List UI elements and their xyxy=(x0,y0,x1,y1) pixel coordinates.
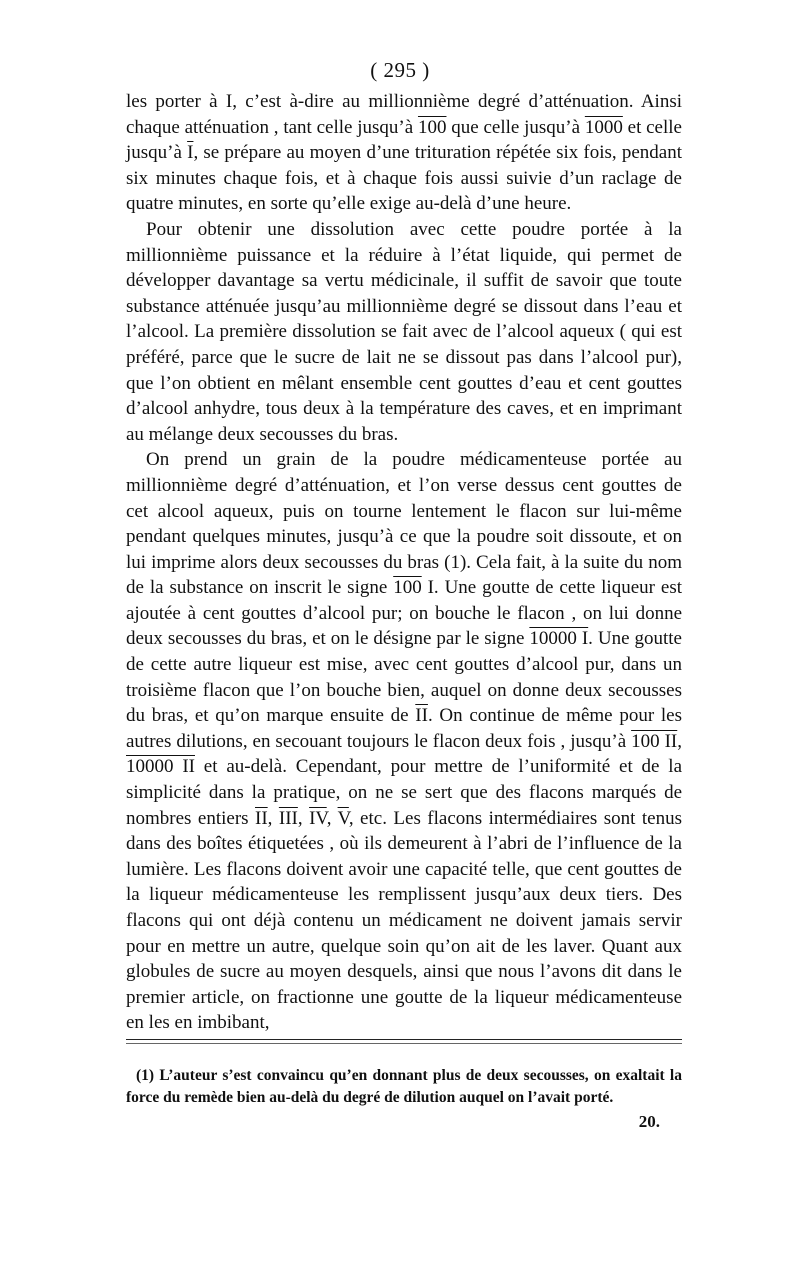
paragraph-2: Pour obtenir une dissolution avec cette poudre portée à la millionnième puissance et la réduire à l’état liquide, qui permet de développer davantage sa vertu médicinale, il suffit de savoir que toute substance atténuée jusqu’au millionnième degré se dissout dans l’eau et l’alcool. La première dissolution se fait avec de l’alcool aqueux ( qui est préféré, parce que le sucre de lait ne se dissout pas dans l’alcool pur), que l’on obtient en mêlant ensemble cent gouttes d’eau et cent gouttes d’alcool anhydre, tous deux à la température des caves, et en imprimant au mélange deux secousses du bras. xyxy=(126,218,682,445)
dilution-sign: $\overline{IV}$ xyxy=(309,807,327,829)
dilution-sign: $\overline{II}$ xyxy=(415,705,428,727)
dilution-sign: 10000 II xyxy=(126,756,195,778)
dilution-sign: $\overline{III}$ xyxy=(278,807,298,829)
main-text xyxy=(126,89,682,1036)
dilution-sign: 100 xyxy=(417,116,447,138)
text-run: , se prépare au moyen d’une trituration répétée six fois, pendant six minutes chaque fois, et à chaque fois aussi suivie d’un raclage de quatre minutes, en sorte qu’elle exige au-delà d’une heure. xyxy=(126,142,682,215)
dilution-sign: $\overline{V}$ xyxy=(337,807,349,829)
text-run: I. Une goutte de cette liqueur est ajoutée à cent gouttes d’alcool pur; on bouche le flacon , on lui donne deux secousses du bras, et on le désigne par le signe xyxy=(126,577,682,650)
text-run: , xyxy=(677,730,682,752)
text-run: , xyxy=(297,807,310,829)
paragraph-3 xyxy=(126,447,682,1036)
text-run: , xyxy=(267,807,279,829)
text-run: . On continue de même pour les autres dilutions, en secouant toujours le flacon deux fois , jusqu’à xyxy=(126,705,683,752)
footnote xyxy=(126,1065,682,1109)
dilution-sign: 100 II xyxy=(631,730,678,752)
footnote-text: (1) L’auteur s’est convaincu qu’en donnant plus de deux secousses, on exaltait la force du remède bien au-delà du degré de dilution auquel on l’avait porté. xyxy=(126,1067,682,1106)
text-run: , xyxy=(326,807,338,829)
text-run: On prend un grain de la poudre médicamenteuse portée au millionnième degré d’atténuation, et l’on verse dessus cent gouttes de cet alcool aqueux, puis on tourne lentement le flacon sur lui-même pendant quelques minutes, jusqu’à ce que la poudre soit dissoute, et on lui imprime alors deux secousses du bras (1). Cela fait, à la suite du nom de la substance on inscrit le signe xyxy=(126,449,682,599)
footnote-rule xyxy=(126,1039,682,1040)
dilution-sign: $\overline{II}$ xyxy=(255,807,268,829)
text-run: les porter à I, c’est à-dire au millionnième degré d’atténuation. Ainsi chaque atténuation , tant celle jusqu’à xyxy=(126,91,682,138)
text-run: et au-delà. Cependant, pour mettre de l’uniformité et de la simplicité dans la pratique, on ne se sert que des flacons marqués de nombres entiers xyxy=(126,756,683,829)
signature-mark: 20. xyxy=(638,1112,660,1131)
footnote-rule-secondary xyxy=(126,1043,682,1044)
text-run: et celle jusqu’à xyxy=(126,116,682,164)
text-run: , etc. Les flacons intermédiaires sont tenus dans des boîtes étiquetées , où ils demeurent à l’abri de l’influence de la lumière. Les flacons doivent avoir une capacité telle, que cent gouttes de la liqueur médicamenteuse les remplissent jusqu’aux deux tiers. Des flacons qui ont déjà contenu un médicament ne doivent jamais servir pour en mettre un autre, quelque soin qu’on ait de les laver. Quant aux globules de sucre au moyen desquels, ainsi que nous l’avons dit dans le premier article, on fractionne une goutte de la liqueur médicamenteuse en les en imbibant, xyxy=(126,807,683,1034)
text-run: . Une goutte de cette autre liqueur est mise, avec cent gouttes d’alcool pur, dans un troisième flacon que l’on bouche bien, auquel on donne deux secousses du bras, et qu’on marque ensuite de xyxy=(126,628,682,727)
page-number: ( 295 ) xyxy=(370,58,430,82)
dilution-sign: 10000 I xyxy=(529,628,589,650)
dilution-sign: 1000 xyxy=(584,116,623,138)
dilution-sign: $\overline{I}$ xyxy=(187,142,194,164)
text-run: que celle jusqu’à xyxy=(446,116,585,138)
dilution-sign: 100 xyxy=(393,577,422,599)
paragraph-1 xyxy=(126,89,682,217)
